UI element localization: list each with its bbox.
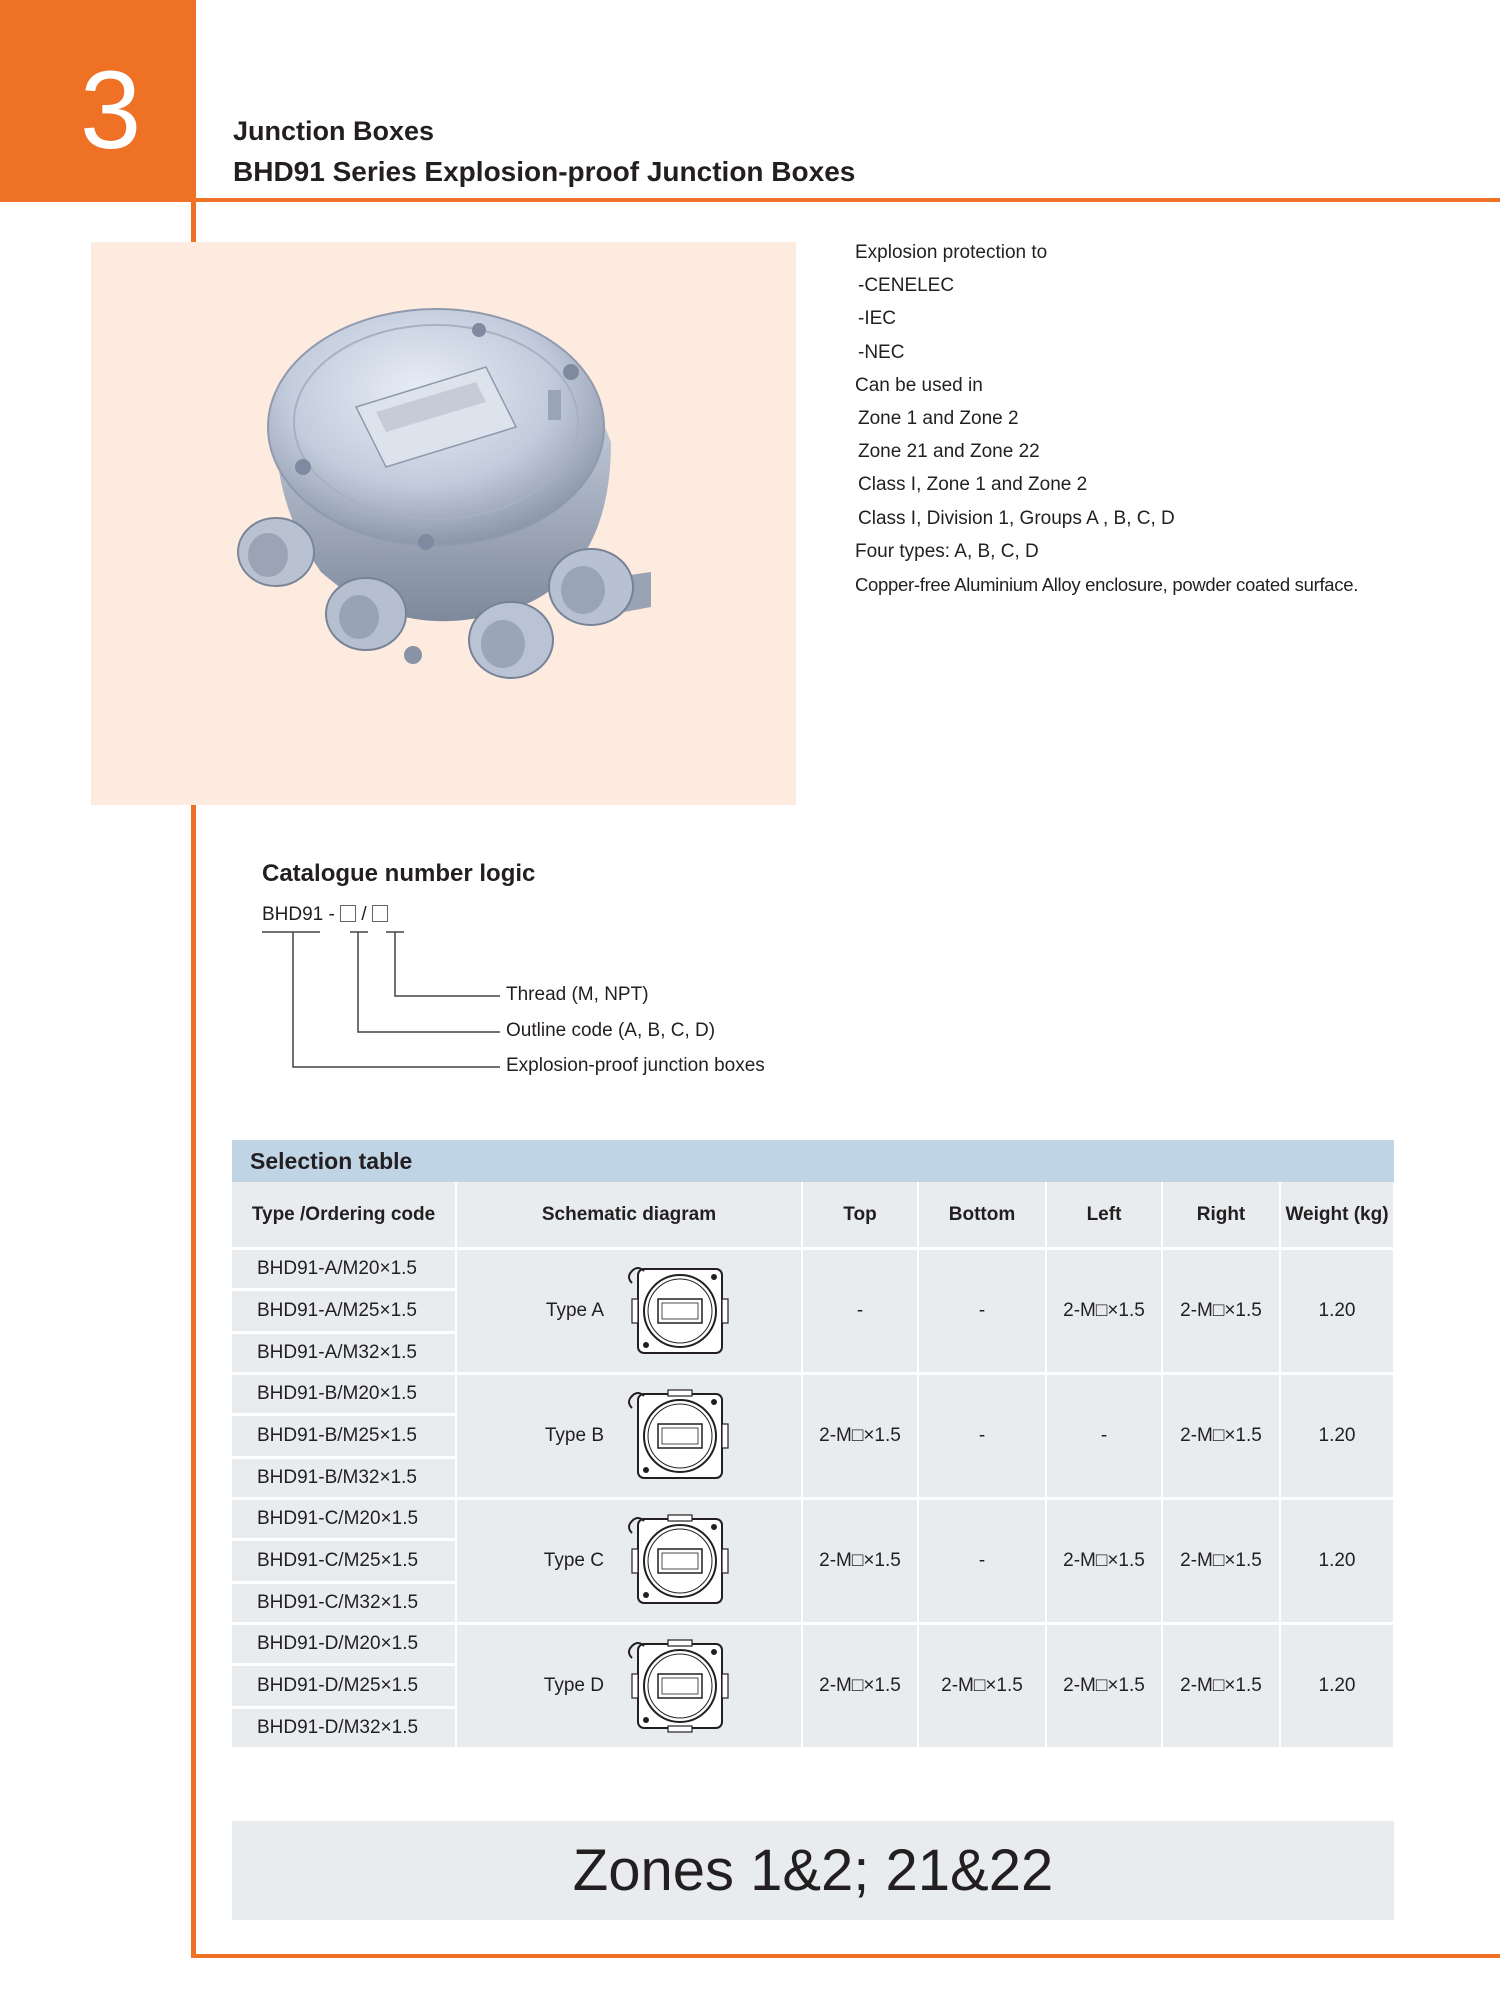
junction-box-label: Explosion-proof junction boxes	[506, 1055, 765, 1076]
schematic-cell	[456, 1374, 802, 1499]
cable-entry-right	[722, 1299, 728, 1323]
col-header-weight: Weight (kg)	[1280, 1182, 1394, 1249]
left-rule	[191, 805, 196, 1958]
table-row	[232, 1249, 1394, 1290]
category-title: Junction Boxes	[233, 116, 435, 146]
ordering-code-cell: BHD91-A/M25×1.5	[232, 1290, 456, 1333]
ordering-code-cell: BHD91-A/M20×1.5	[232, 1249, 456, 1290]
col-header-left: Left	[1046, 1182, 1162, 1249]
left-cell: 2-M□×1.5	[1046, 1249, 1162, 1374]
schematic-cell	[456, 1624, 802, 1749]
usage-item: Class I, Zone 1 and Zone 2	[858, 474, 1088, 496]
selection-table	[232, 1140, 1394, 1750]
outline-code-label: Outline code (A, B, C, D)	[506, 1020, 716, 1041]
usage-item: Class I, Division 1, Groups A , B, C, D	[858, 507, 1175, 529]
catalogue-title: Catalogue number logic	[262, 860, 536, 887]
usage-item: Zone 1 and Zone 2	[858, 408, 1019, 430]
col-header-type: Type /Ordering code	[232, 1182, 456, 1249]
ordering-code-cell: BHD91-C/M32×1.5	[232, 1583, 456, 1624]
cable-entry-right	[722, 1674, 728, 1698]
ordering-code-cell: BHD91-B/M25×1.5	[232, 1415, 456, 1458]
cable-entry-top	[668, 1640, 692, 1646]
schematic-type-label: Type D	[543, 1675, 604, 1696]
schematic-type-label: Type A	[545, 1300, 604, 1321]
schematic-type-label: Type C	[543, 1550, 604, 1571]
col-header-right: Right	[1162, 1182, 1280, 1249]
col-header-schematic: Schematic diagram	[456, 1182, 802, 1249]
ordering-code-cell: BHD91-B/M32×1.5	[232, 1458, 456, 1499]
top-cell: 2-M□×1.5	[802, 1499, 918, 1624]
col-header-top: Top	[802, 1182, 918, 1249]
thread-box	[372, 905, 388, 922]
left-cell: 2-M□×1.5	[1046, 1624, 1162, 1749]
schematic-cell	[456, 1499, 802, 1624]
cable-entry-bottom	[668, 1726, 692, 1732]
material-line: Copper-free Aluminium Alloy enclosure, powder coated surface.	[855, 574, 1359, 596]
ordering-code-cell: BHD91-D/M32×1.5	[232, 1708, 456, 1749]
right-cell: 2-M□×1.5	[1162, 1374, 1280, 1499]
ordering-code-cell: BHD91-C/M20×1.5	[232, 1499, 456, 1540]
cable-entry-left	[632, 1299, 638, 1323]
top-cell: -	[802, 1249, 918, 1374]
bottom-cell: 2-M□×1.5	[918, 1624, 1046, 1749]
table-row	[232, 1624, 1394, 1665]
left-cell: -	[1046, 1374, 1162, 1499]
table-header-row	[232, 1182, 1394, 1249]
catalogue-prefix: BHD91 -	[262, 904, 335, 925]
schematic-diagram-icon	[624, 1388, 734, 1484]
section-number: 3	[80, 49, 142, 172]
left-cell: 2-M□×1.5	[1046, 1499, 1162, 1624]
header-rule	[196, 198, 1500, 202]
protection-item: -IEC	[858, 308, 896, 330]
outline-code-box	[340, 905, 356, 922]
selection-table-caption: Selection table	[232, 1140, 1394, 1182]
catalogue-separator: /	[361, 904, 367, 925]
types-line: Four types: A, B, C, D	[855, 540, 1039, 562]
top-cell: 2-M□×1.5	[802, 1374, 918, 1499]
right-cell: 2-M□×1.5	[1162, 1624, 1280, 1749]
bottom-cell: -	[918, 1499, 1046, 1624]
cable-entry-left	[632, 1674, 638, 1698]
top-cell: 2-M□×1.5	[802, 1624, 918, 1749]
ordering-code-cell: BHD91-D/M20×1.5	[232, 1624, 456, 1665]
cable-entry-right	[722, 1549, 728, 1573]
weight-cell: 1.20	[1280, 1499, 1394, 1624]
ordering-code-cell: BHD91-A/M32×1.5	[232, 1333, 456, 1374]
schematic-cell	[456, 1249, 802, 1374]
ordering-code-cell: BHD91-B/M20×1.5	[232, 1374, 456, 1415]
junction-box-photo	[91, 242, 796, 805]
selection-table-grid	[232, 1182, 1395, 1750]
bottom-cell: -	[918, 1374, 1046, 1499]
thread-label: Thread (M, NPT)	[506, 984, 649, 1005]
bottom-cell: -	[918, 1249, 1046, 1374]
left-rule-top	[191, 202, 196, 242]
page-title: BHD91 Series Explosion-proof Junction Boxes	[233, 156, 856, 187]
schematic-diagram-icon	[624, 1263, 734, 1359]
right-cell: 2-M□×1.5	[1162, 1249, 1280, 1374]
ordering-code-cell: BHD91-C/M25×1.5	[232, 1540, 456, 1583]
protection-item: -CENELEC	[858, 275, 955, 297]
weight-cell: 1.20	[1280, 1374, 1394, 1499]
right-cell: 2-M□×1.5	[1162, 1499, 1280, 1624]
cable-entry-top	[668, 1390, 692, 1396]
footer-rule	[191, 1954, 1500, 1958]
zones-banner: Zones 1&2; 21&22	[232, 1821, 1394, 1920]
feature-list	[855, 236, 1358, 601]
weight-cell: 1.20	[1280, 1624, 1394, 1749]
col-header-bottom: Bottom	[918, 1182, 1046, 1249]
schematic-type-label: Type B	[544, 1425, 604, 1446]
cable-entry-left	[632, 1549, 638, 1573]
table-row	[232, 1374, 1394, 1415]
usage-heading: Can be used in	[855, 374, 983, 396]
weight-cell: 1.20	[1280, 1249, 1394, 1374]
catalogue-code	[262, 904, 388, 926]
cable-entry-top	[668, 1515, 692, 1521]
usage-item: Zone 21 and Zone 22	[858, 441, 1040, 463]
schematic-diagram-icon	[624, 1513, 734, 1609]
product-photo-panel	[91, 242, 796, 805]
protection-heading: Explosion protection to	[855, 242, 1048, 263]
protection-item: -NEC	[858, 341, 905, 363]
schematic-diagram-icon	[624, 1638, 734, 1734]
cable-entry-right	[722, 1424, 728, 1448]
ordering-code-cell: BHD91-D/M25×1.5	[232, 1665, 456, 1708]
table-row	[232, 1499, 1394, 1540]
